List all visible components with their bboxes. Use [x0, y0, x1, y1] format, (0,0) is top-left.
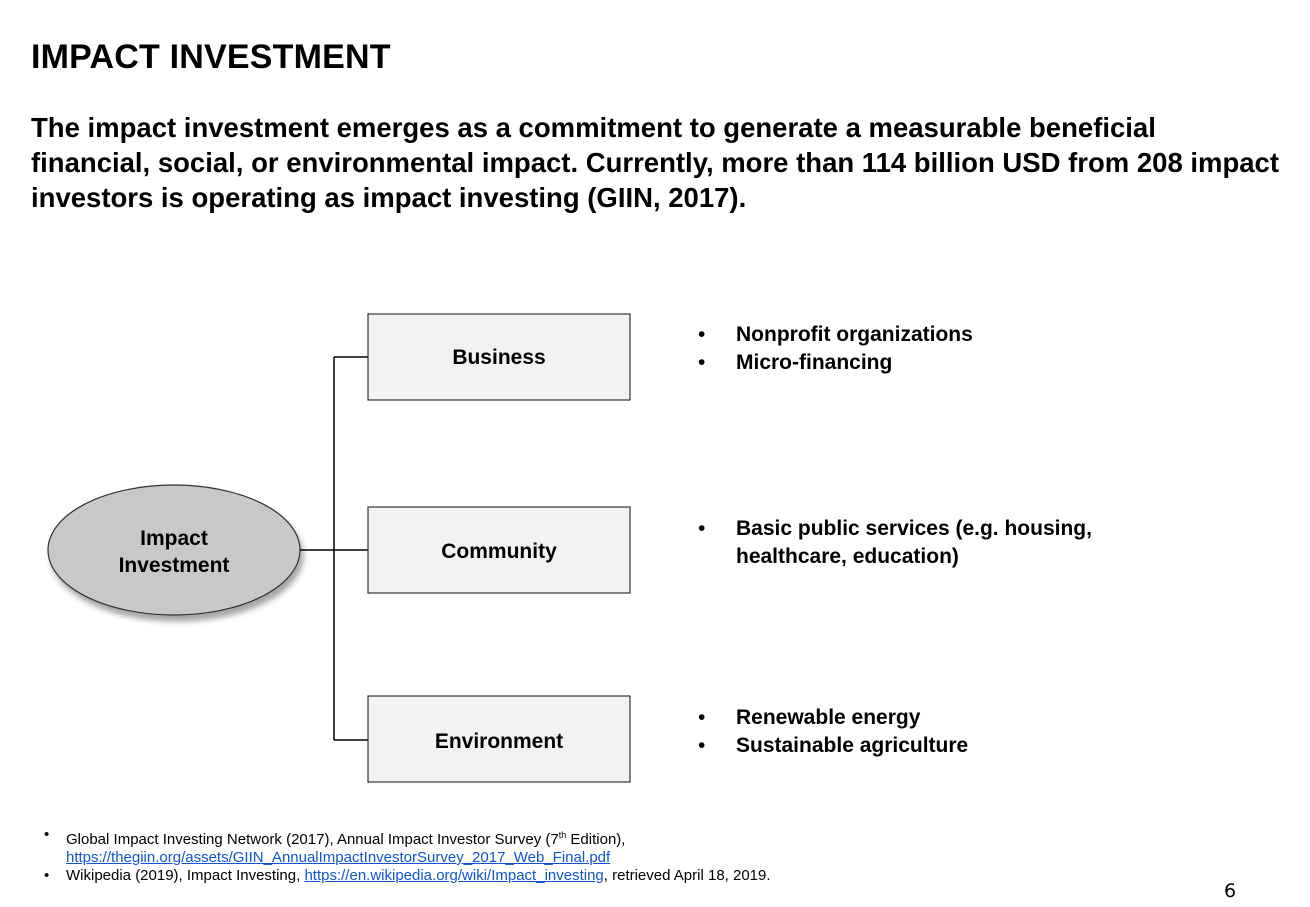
business-label: Business: [452, 346, 546, 369]
list-item: • Basic public services (e.g. housing, healthcare, education): [698, 515, 1138, 571]
page-number: 6: [1224, 880, 1237, 902]
branch-environment: [368, 696, 630, 782]
reference-item: [44, 867, 1144, 885]
list-item: • Renewable energy: [698, 704, 1218, 732]
root-label-line2: Investment: [118, 554, 230, 577]
community-label: Community: [441, 540, 557, 563]
list-item: • Sustainable agriculture: [698, 732, 1218, 760]
reference-text: Global Impact Investing Network (2017), Annual Impact Investor Survey (7: [66, 831, 559, 848]
root-ellipse: [48, 485, 300, 615]
references-list: [44, 826, 1144, 885]
slide-title: IMPACT INVESTMENT: [31, 38, 391, 76]
root-label-line1: Impact: [140, 527, 208, 550]
community-bullets: [698, 515, 1138, 571]
branch-business: [368, 314, 630, 400]
business-bullets: [698, 321, 1218, 377]
reference-text: Edition),: [566, 831, 626, 848]
reference-link[interactable]: https://thegiin.org/assets/GIIN_AnnualImpactInvestorSurvey_2017_Web_Final.pdf: [66, 849, 611, 866]
reference-item: [44, 826, 1144, 867]
intro-paragraph: The impact investment emerges as a commitment to generate a measurable beneficial financial, social, or environmental impact. Currently, more than 114 billion USD from 208 impact investors is operating as impact investing (GIIN, 2017).: [31, 112, 1280, 213]
reference-tail: , retrieved April 18, 2019.: [603, 867, 771, 884]
list-item: • Micro-financing: [698, 349, 1218, 377]
connector-lines: [300, 357, 368, 740]
reference-superscript: th: [558, 830, 567, 840]
branch-community: [368, 507, 630, 593]
reference-text: Wikipedia (2019), Impact Investing,: [66, 867, 305, 884]
list-item: • Nonprofit organizations: [698, 321, 1218, 349]
root-node: [48, 485, 300, 615]
environment-bullets: [698, 704, 1218, 760]
environment-label: Environment: [434, 730, 564, 753]
reference-link[interactable]: https://en.wikipedia.org/wiki/Impact_investing: [304, 867, 604, 884]
